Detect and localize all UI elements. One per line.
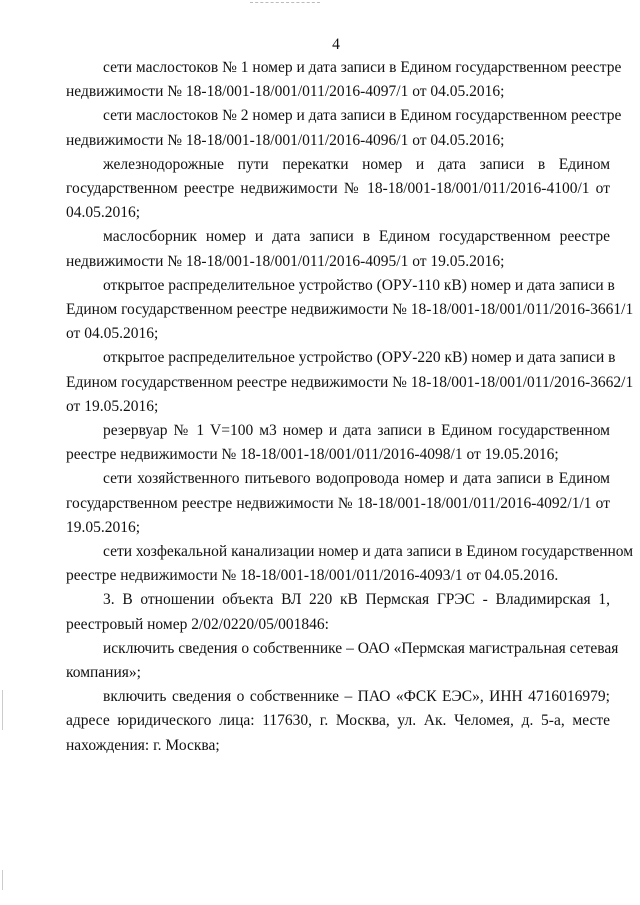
text-line: недвижимости № 18-18/001-18/001/011/2016-4096/1 от 04.05.2016; [66,131,505,149]
text-line: сети хозяйственного питьевого водопровода номер и дата записи в Едином [103,470,610,488]
text-line: железнодорожные пути перекатки номер и дата записи в Едином [103,155,610,173]
text-line: нахождения: г. Москва; [66,736,220,754]
text-line: исключить сведения о собственнике – ОАО «Пермская магистральная сетевая [103,639,619,657]
text-line: сети маслостоков № 1 номер и дата записи в Едином государственном реестре [103,59,622,76]
text-line: компания»; [66,664,141,682]
text-line: государственном реестре недвижимости № 18-18/001-18/001/011/2016-4092/1/1 от [66,494,610,512]
text-line: адресе юридического лица: 117630, г. Москва, ул. Ак. Челомея, д. 5-а, месте [66,712,610,730]
text-line: 04.05.2016; [66,204,141,222]
text-line: Едином государственном реестре недвижимости № 18-18/001-18/001/011/2016-3661/1 [66,301,634,319]
text-line: реестровый номер 2/02/0220/05/001846: [66,615,329,633]
text-line: открытое распределительное устройство (ОРУ-110 кВ) номер и дата записи в [103,276,615,294]
text-line: государственном реестре недвижимости № 18-18/001-18/001/011/2016-4100/1 от [66,180,610,198]
text-line: реестре недвижимости № 18-18/001-18/001/011/2016-4098/1 от 19.05.2016; [66,446,559,464]
text-line: открытое распределительное устройство (ОРУ-220 кВ) номер и дата записи в [103,349,616,367]
text-line: недвижимости № 18-18/001-18/001/011/2016-4095/1 от 19.05.2016; [66,252,505,270]
scan-edge-mark [2,690,3,730]
text-line: недвижимости № 18-18/001-18/001/011/2016-4097/1 от 04.05.2016; [66,83,505,101]
document-body [66,56,634,758]
text-line: Едином государственном реестре недвижимости № 18-18/001-18/001/011/2016-3662/1 [66,373,634,391]
scan-top-rule [250,2,320,3]
text-line: 3. В отношении объекта ВЛ 220 кВ Пермская ГРЭС - Владимирская 1, [103,591,610,609]
text-line: сети хозфекальной канализации номер и дата записи в Едином государственном [103,543,634,561]
scan-edge-mark [2,870,3,890]
text-line: маслосборник номер и дата записи в Едином государственном реестре [103,228,610,246]
text-line: сети маслостоков № 2 номер и дата записи в Едином государственном реестре [103,107,622,125]
text-line: 19.05.2016; [66,518,141,536]
text-line: реестре недвижимости № 18-18/001-18/001/011/2016-4093/1 от 04.05.2016. [66,567,559,585]
text-line: от 04.05.2016; [66,325,159,343]
text-line: от 19.05.2016; [66,397,159,415]
text-line: резервуар № 1 V=100 м3 номер и дата записи в Едином государственном [103,422,610,440]
text-line: включить сведения о собственнике – ПАО «ФСК ЕЭС», ИНН 4716016979; [103,688,610,706]
page-number: 4 [332,36,340,53]
